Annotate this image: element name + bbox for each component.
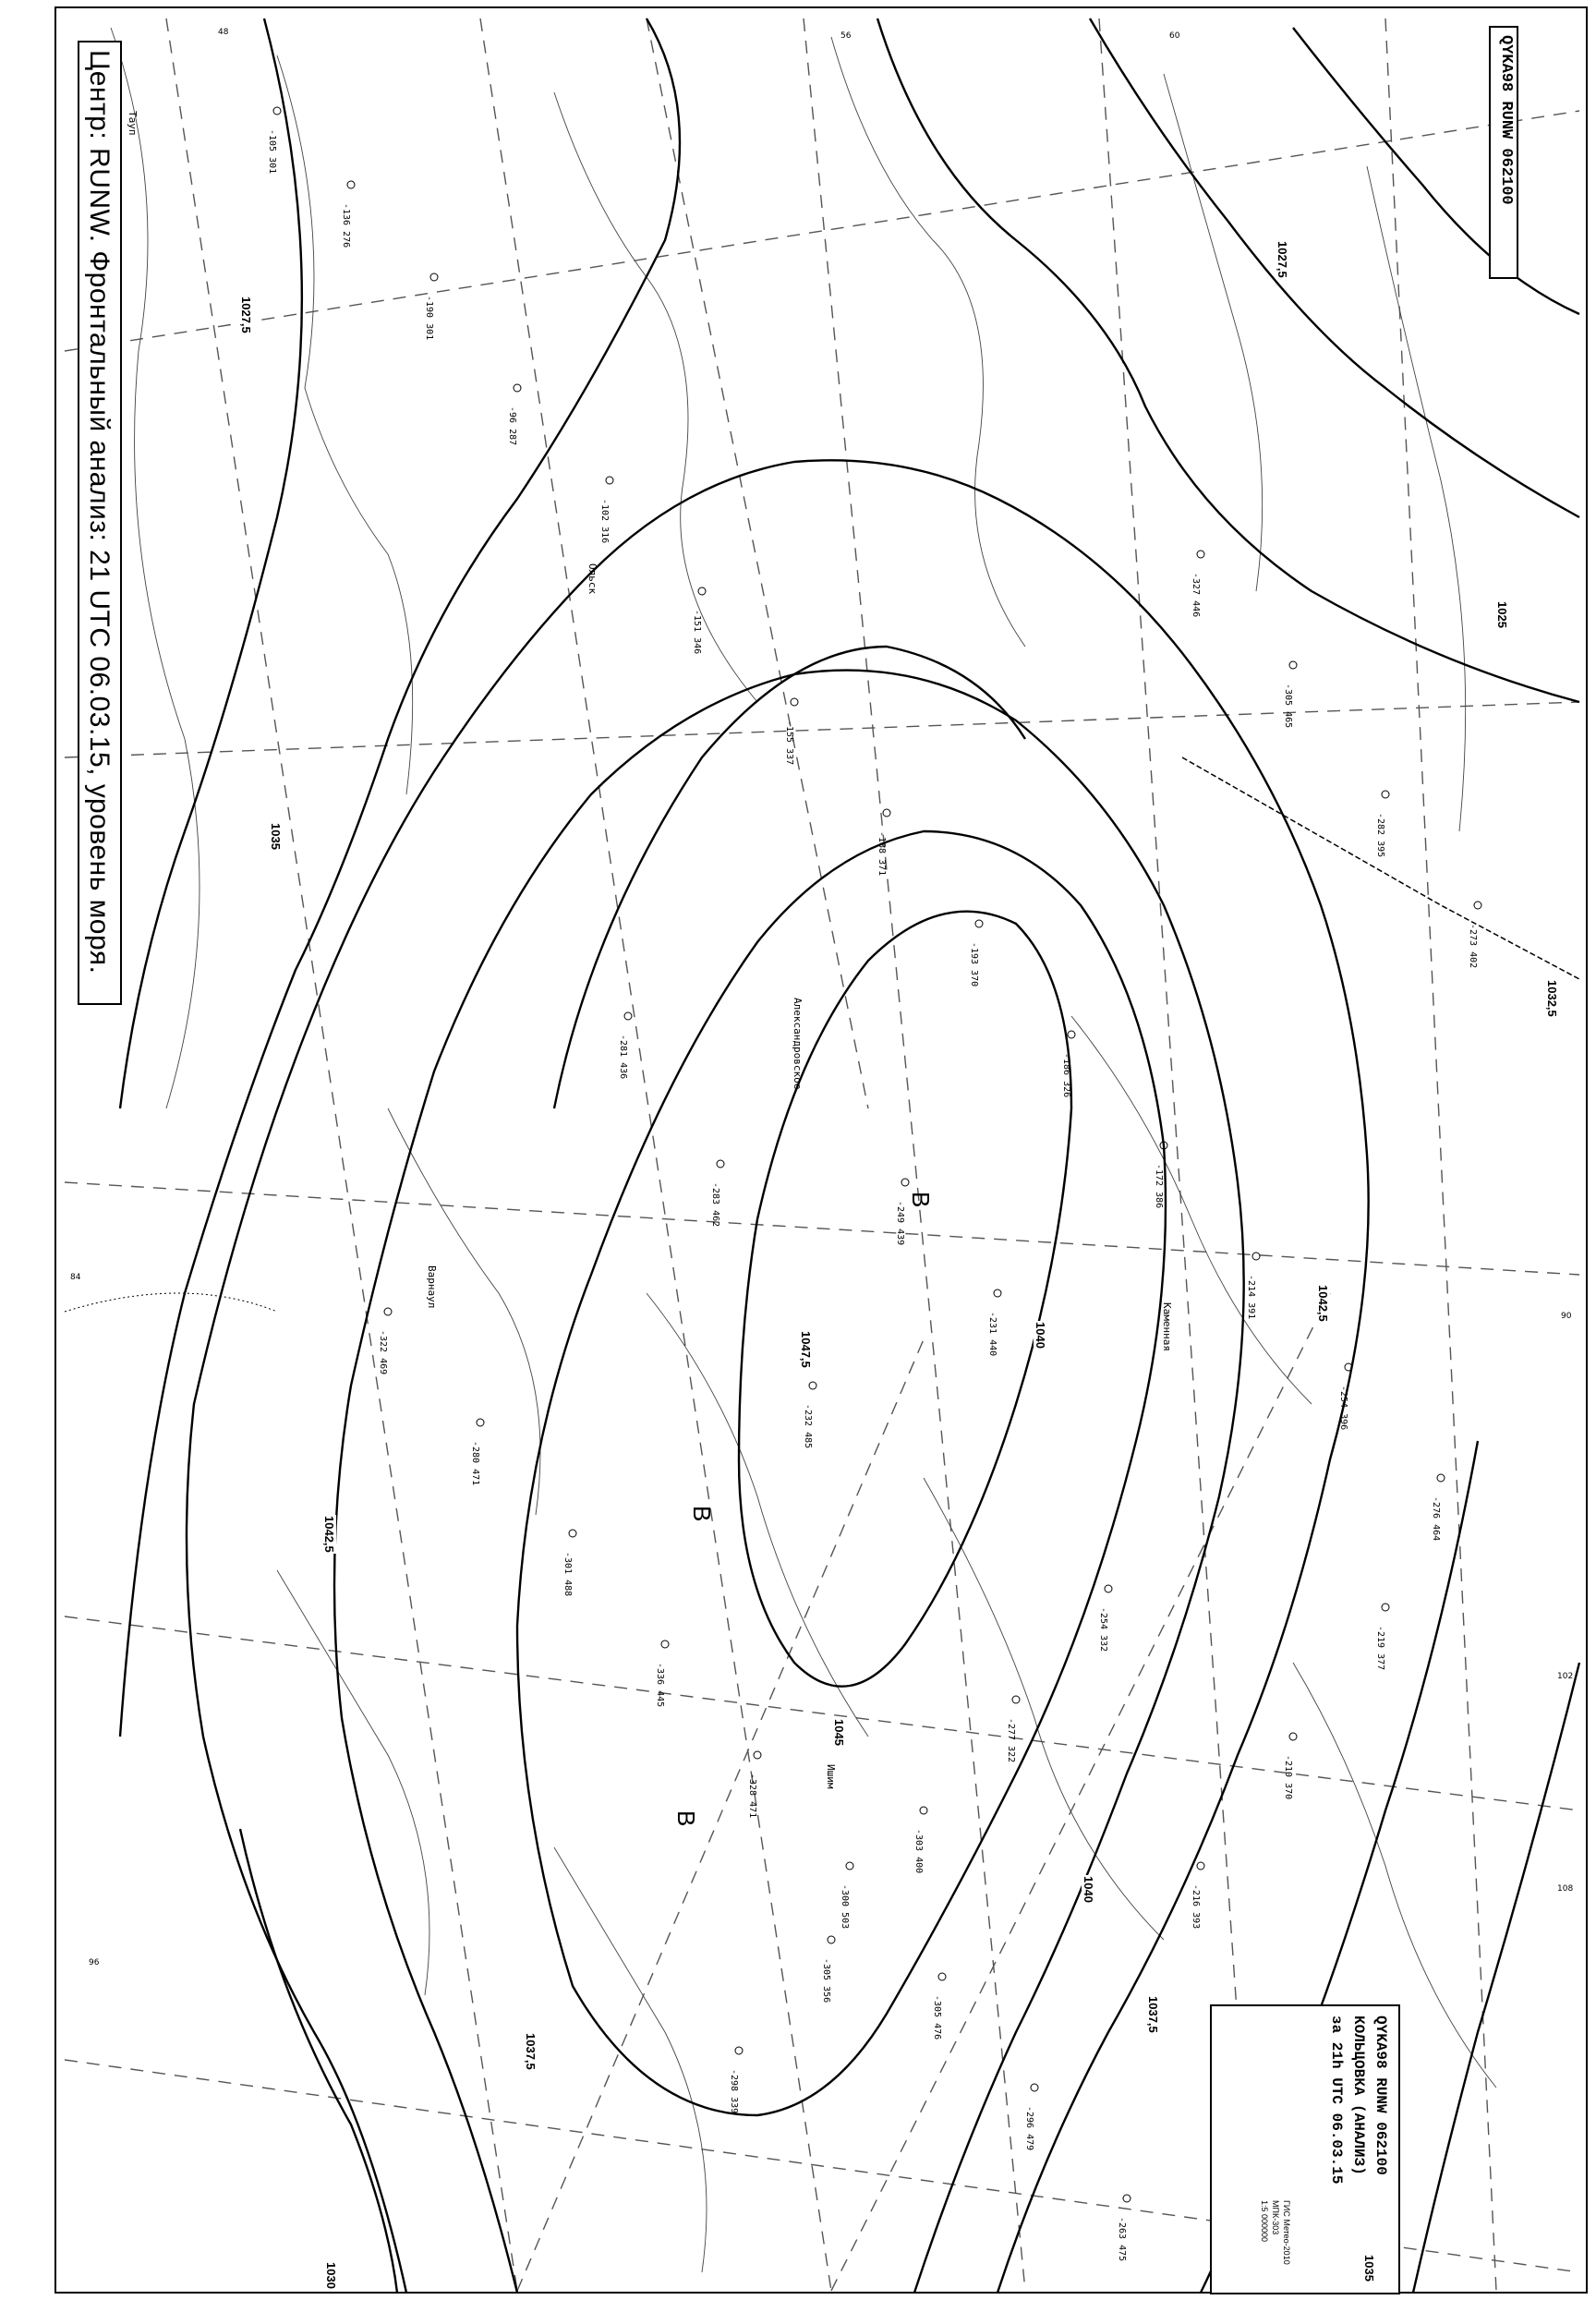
station-obs: -186 326 — [1061, 1053, 1071, 1098]
station-obs: -249 439 — [895, 1201, 905, 1246]
station-obs: -273 402 — [1468, 924, 1478, 969]
station-obs: -232 485 — [803, 1404, 813, 1449]
edge-number: 60 — [1169, 31, 1180, 41]
isobar-label: 1027,5 — [239, 297, 253, 333]
station-obs: -298 339 — [729, 2069, 739, 2114]
legend-box — [1210, 2004, 1400, 2294]
station-obs: -305 465 — [1283, 684, 1293, 729]
header-code: QYKA98 RUNW 062100 — [1497, 35, 1515, 205]
legend-scale: 1:5 000000 — [1260, 2200, 1269, 2243]
high-center-label: В — [688, 1506, 716, 1522]
station-obs: -263 475 — [1117, 2217, 1127, 2262]
station-obs: -300 503 — [840, 1884, 850, 1930]
high-center-label: В — [907, 1192, 935, 1208]
place-name: Александровское — [792, 998, 804, 1090]
edge-number: 96 — [89, 1958, 100, 1967]
station-obs: -276 464 — [1431, 1496, 1441, 1542]
place-name: Ишим — [825, 1764, 837, 1789]
legend-name: КОЛЬЦОВКА (АНАЛИЗ) — [1350, 2016, 1367, 2175]
legend-time: за 21h UTC 06.03.15 — [1328, 2016, 1345, 2185]
isobar-label: 1027,5 — [1276, 241, 1289, 278]
station-obs: -210 370 — [1283, 1755, 1293, 1800]
edge-number: 102 — [1557, 1672, 1574, 1681]
station-obs: -301 488 — [562, 1552, 573, 1597]
station-obs: -281 436 — [618, 1035, 628, 1080]
legend-org: МПК-303 — [1271, 2200, 1280, 2235]
station-obs: -282 395 — [1375, 813, 1385, 858]
isobar-label: 1040 — [1082, 1876, 1095, 1903]
station-obs: -136 276 — [341, 203, 351, 248]
place-name: Варнаул — [426, 1265, 438, 1309]
station-obs: -96 287 — [507, 406, 517, 446]
map-title-box — [78, 41, 122, 1005]
station-obs: -327 446 — [1191, 573, 1201, 618]
isobar-label: 1035 — [1362, 2255, 1376, 2282]
station-obs: -305 476 — [932, 1995, 942, 2040]
station-obs: -151 346 — [692, 610, 702, 655]
isobar-label: 1047,5 — [799, 1331, 813, 1368]
isobar-label: 1032,5 — [1545, 980, 1559, 1017]
station-obs: -305 356 — [821, 1958, 831, 2003]
station-obs: -214 391 — [1246, 1275, 1256, 1320]
isobars — [120, 18, 1579, 2293]
station-obs: -296 479 — [1024, 2106, 1034, 2151]
station-obs: -190 301 — [424, 296, 434, 341]
station-obs: -231 440 — [987, 1312, 998, 1357]
edge-number: 56 — [840, 31, 852, 41]
place-name: Тауп — [127, 111, 139, 136]
station-obs: -303 400 — [913, 1829, 924, 1874]
isobar-label: 1025 — [1495, 601, 1509, 628]
place-name: Ольск — [586, 563, 598, 595]
isobar-label: 1030 — [324, 2262, 338, 2289]
edge-number: 48 — [218, 28, 229, 37]
station-obs: -216 393 — [1191, 1884, 1201, 1930]
station-obs: -336 445 — [655, 1663, 665, 1708]
edge-number: 90 — [1561, 1312, 1572, 1321]
station-obs: -280 471 — [470, 1441, 480, 1486]
legend-code: QYKA98 RUNW 062100 — [1372, 2016, 1389, 2175]
station-obs: -102 316 — [599, 499, 610, 544]
isobar-label: 1045 — [832, 1719, 846, 1746]
isobar-label: 1035 — [269, 823, 283, 850]
station-obs: -193 370 — [969, 942, 979, 987]
isobar-label: 1042,5 — [1316, 1285, 1330, 1322]
edge-number: 108 — [1557, 1884, 1574, 1894]
place-name: Каменная — [1161, 1302, 1173, 1351]
map-frame — [55, 7, 1587, 2293]
station-obs: -172 386 — [1154, 1164, 1164, 1209]
border-line — [65, 1293, 277, 1312]
map-title: Центр: RUNW. Фронтальный анализ: 21 UTC 06.03.15, уровень моря. — [84, 50, 115, 974]
high-center-label: В — [672, 1810, 700, 1827]
station-obs: -328 471 — [747, 1773, 757, 1819]
isobar-label: 1037,5 — [524, 2033, 538, 2070]
isobar-label: 1042,5 — [322, 1516, 336, 1553]
station-obs: -322 469 — [378, 1330, 388, 1375]
station-obs: -105 301 — [267, 129, 277, 175]
station-obs: -283 462 — [710, 1182, 720, 1228]
station-obs: -219 377 — [1375, 1626, 1385, 1671]
legend-software: ГИС Метео-2010 — [1282, 2200, 1291, 2265]
geography — [111, 28, 1496, 2272]
front-line — [1182, 757, 1579, 979]
header-code-box — [1489, 26, 1518, 279]
station-obs: -155 337 — [784, 720, 794, 766]
station-obs: -277 322 — [1006, 1718, 1016, 1763]
isobar-label: 1037,5 — [1146, 1996, 1160, 2033]
station-obs: -254 396 — [1338, 1386, 1348, 1431]
isobar-label: 1040 — [1034, 1322, 1047, 1349]
station-obs: -188 371 — [877, 831, 887, 877]
station-obs: -254 332 — [1098, 1607, 1108, 1652]
edge-number: 84 — [70, 1273, 81, 1282]
